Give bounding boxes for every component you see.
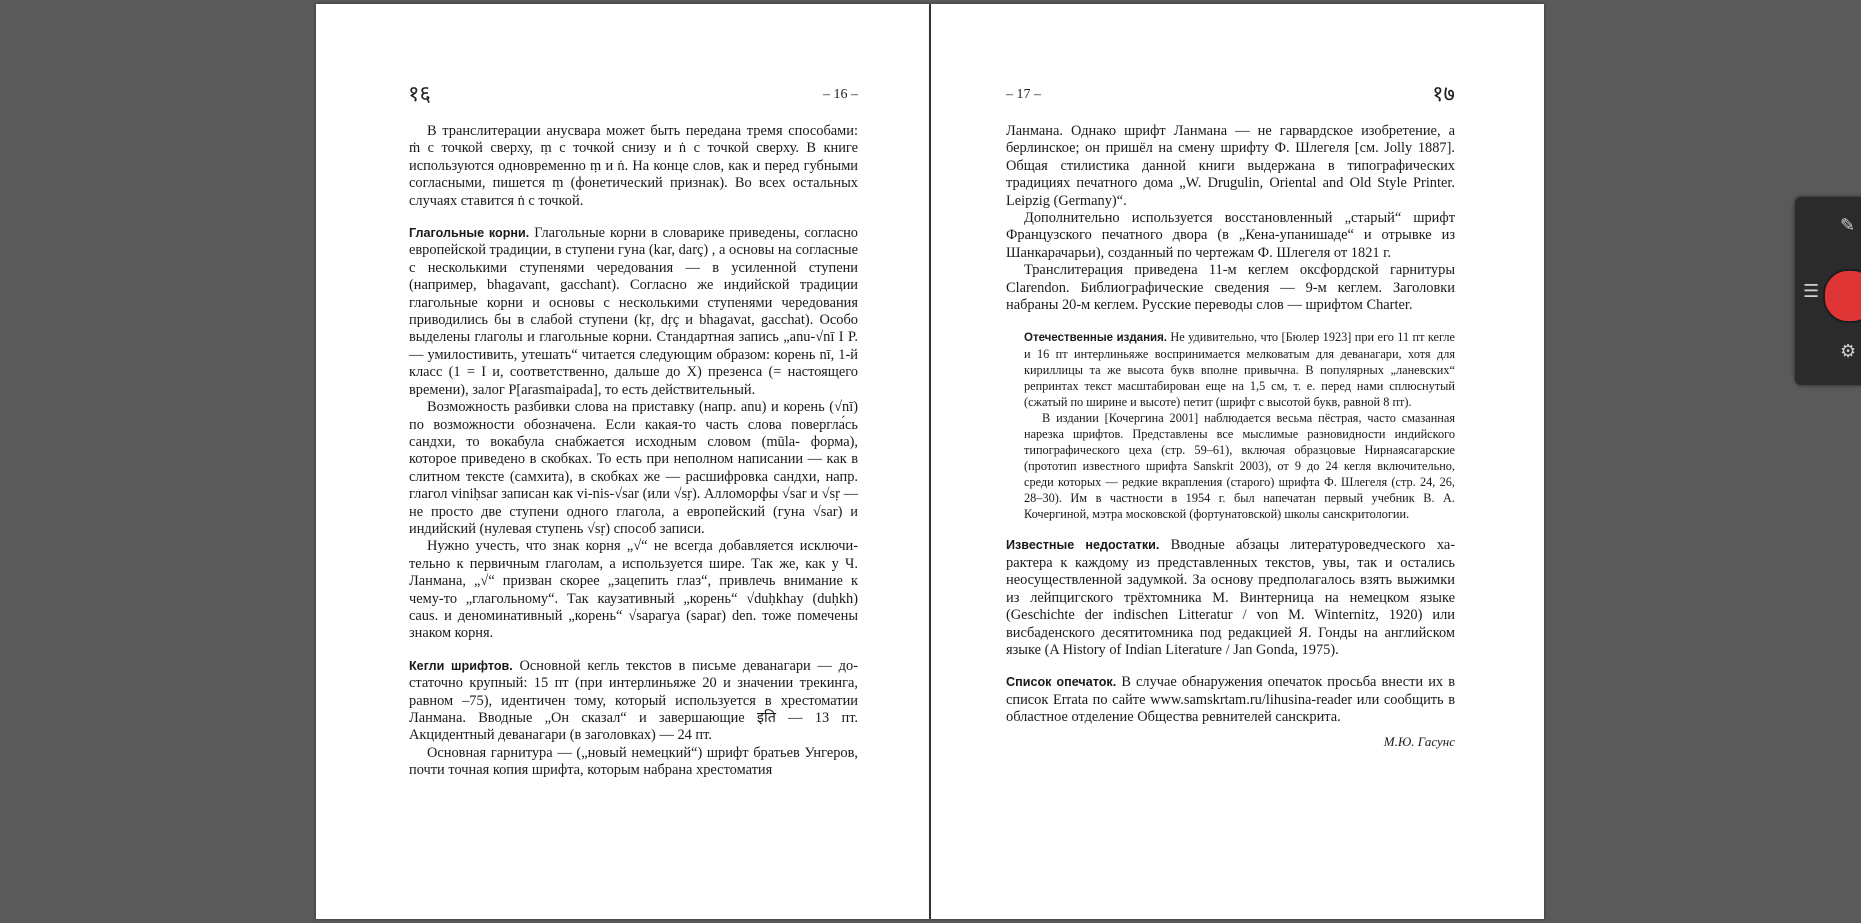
page-number: – 17 – <box>1006 87 1041 102</box>
paragraph-text: Дополнительно используется восстановленный „старый“ шрифт Французского печатного двора (в „Кена-упанишаде“ и отрывке из Шанкарачарьи), созданный по чертежам Ф. Шлегеля от 1821 г. <box>1006 210 1455 261</box>
paragraph-text: В издании [Кочергина 2001] наблюдается весьма пёстрая, часто смазанная нарезка шрифтов. Представлены все мыслимые разновидности индийского типографического цеха (стр. 59–61), включая образцовые Нирнаясагарские (прототип известного шрифта Sanskrit 2003), от 9 до 24 кегля включительно, среди которых — редкие вкрапления (старого) шрифта Ф. Шлегеля (стр. 24, 26, 28–30). Им в частности в 1954 г. был напечатан первый учебник В. А. Кочергиной, мэтра московской (фортунатовской) школы санскритологии. <box>1024 411 1455 522</box>
paragraph-text: Основная гарнитура — („новый немецкий“) шрифт братьев Унгеров, почти точная копия шрифта, которым набрана хрестоматия <box>409 744 858 779</box>
section-heading: Кегли шрифтов. <box>409 658 513 673</box>
paragraph-text: Вводные абзацы литературоведческого характера к каждому из представленных текстов, увы, так и остались неосуществленной задумкой. За основу предполагалось взять выжимки из лейпцигского трёхтомника М. Винтерница на немецком языке (Geschichte der indischen Litteratur / von M. Winternitz, 1920) или висбаденского десятитомника под редакцией Я. Гонды на английском языке (A History of Indian Literature / Jan Gonda, 1975). <box>1006 537 1456 658</box>
section-heading: Известные недостатки. <box>1006 538 1160 553</box>
paragraph <box>409 225 858 399</box>
paragraph <box>409 745 858 780</box>
record-button[interactable] <box>1823 269 1861 323</box>
paragraph <box>1006 537 1455 659</box>
paragraph-text: В случае обнаружения опечаток просьба внести их в список Errata по сайте www.samskrtam.ru/lihusina-reader или сообщить в областное отделение Общества ревнителей санскрита. <box>1006 674 1455 726</box>
paragraph-gap <box>1006 522 1455 537</box>
page-number: – 16 – <box>823 87 858 102</box>
paragraph-text: Глагольные корни в словарике приведены, согласно европейской традиции, в ступени гуна (kar, darç) , а основы на согласные с несколькими ступенями чередования — в усиленной ступени (например, bhagavant, gacchant). Согласно же индийской традиции глагольные корни и основы с несколькими ступенями чередования приводились бы в слабой ступени (kṛ, dṛç и bhagavat, gacchat). Особо выделены глаголы и глагольные корни. Стандартная запись „anu-√nī I P.— умилостивить, утешать“ читается следующим образом: корень nī, 1-й класс (1 = I и, соответственно, дальше до X) презенса (= настоящего времени), залог P[arasmaipada], то есть действительный. <box>409 225 858 398</box>
annotate-icon[interactable]: ✎ <box>1840 215 1856 236</box>
indented-block <box>1024 329 1455 522</box>
paragraph <box>1006 210 1455 262</box>
author-signature: М.Ю. Гасунс <box>1383 733 1455 749</box>
devanagari-page-number: १७ <box>1432 82 1455 107</box>
list-icon[interactable]: ☰ <box>1803 281 1820 302</box>
paragraph-gap <box>409 643 858 658</box>
settings-icon[interactable]: ⚙ <box>1840 341 1857 362</box>
section-heading: Отечественные издания. <box>1024 332 1167 345</box>
paragraph-text: Нужно учесть, что знак корня „√“ не всегда добавляется исключительно к первичным глаголам, а используется шире. Так же, как у Ч. Ланмана, „√“ призван скорее „зацепить глаз“, привлечь внимание к чему-то „глагольному“. Так каузативный „корень“ √duḥkhay (duḥkh) caus. и деноминативный „корень“ √saparya (sapar) den. тоже помечены знаком корня. <box>409 538 858 642</box>
paragraph-text: Возможность разбивки слова на приставку (напр. anu) и корень (√nī) по возможности обозначена. Если какая-то часть слова повергла́сь сандхи, то вокабула снабжается исходным словом (mūla- форма), которое приведено в скобках. То есть при неполном написании — как в слитном тексте (самхита), в скобках же — расшифровка сандхи, напр. глагол viniḥsar записан как vi-nis-√sar (или √sṛ). Алломорфы √sar и √sṛ — не просто две ступени одного глагола, а европейский (гуна √sar) и индийский (нулевая ступень √sṛ) способ записи. <box>409 399 858 537</box>
paragraph-text: Не удивительно, что [Бюлер 1923] при его 11 пт кегле и 16 пт интерлиньяже воспринимается мелковатым для деванагари, хотя для кириллицы та же высота букв вполне привычна. В популярных „ланевских“ репринтах текст масштабирован еще на 1,5 см, т. е. перед нами сплюснутый (сжатый по ширине и высоте) петит (шрифт с высотой букв, равной 8 пт). <box>1024 330 1455 410</box>
paragraph-gap <box>1006 314 1455 329</box>
paragraph-text: Ланмана. Однако шрифт Ланмана — не гарвардское изобретение, а берлинское; он пришёл на смену шрифту Ф. Шлегеля [см. Jolly 1887]. Общая стилистика данной книги выдержана в типографических традициях печатного дома „W. Drugulin, Oriental and Old Style Printer. Leipzig (Germany)“. <box>1006 123 1455 209</box>
section-heading: Список опечаток. <box>1006 675 1117 690</box>
floating-toolbar <box>1795 197 1861 385</box>
paragraph <box>409 538 858 642</box>
paragraph-gap <box>1006 659 1455 674</box>
paragraph <box>1006 674 1455 726</box>
paragraph-text: В транслитерации анусвара может быть передана тремя способами: ṁ с точкой сверху, ṃ с точкой снизу и ṅ с точкой сверху. В книге используются одновременно ṃ и ṅ. На конце слов, как и перед губными согласными, пишется ṃ (фонетический признак). Во всех остальных случаях ставится ṅ с точкой. <box>409 123 858 209</box>
paragraph-gap <box>409 210 858 225</box>
devanagari-page-number: १६ <box>408 82 431 107</box>
paragraph <box>1006 262 1455 314</box>
paragraph <box>1006 123 1455 210</box>
left-text-column <box>409 123 858 780</box>
paragraph <box>409 658 858 745</box>
right-text-column <box>1006 123 1455 750</box>
left-page <box>316 4 929 919</box>
paragraph <box>409 123 858 210</box>
paragraph-text: Основной кегль текстов в письме деванагари — достаточно крупный: 15 пт (при интерлиньяже 20 и значении трекинга, равном –75), идентичен тому, который используется в хрестоматии Ланмана. Вводные „Он сказал“ и завершающие इति — 13 пт. Акцидентный деванагари (в заголовках) — 24 пт. <box>409 657 858 744</box>
section-heading: Глагольные корни. <box>409 226 530 241</box>
paragraph <box>409 399 858 538</box>
paragraph-text: Транслитерация приведена 11-м кеглем оксфордской гарнитуры Clarendon. Библиографические сведения — 9-м кеглем. Заголовки набраны 20-м кеглем. Русские переводы слов — шрифтом Charter. <box>1006 262 1455 314</box>
right-page <box>931 4 1544 919</box>
paragraph <box>1024 329 1455 410</box>
paragraph <box>1024 410 1455 522</box>
